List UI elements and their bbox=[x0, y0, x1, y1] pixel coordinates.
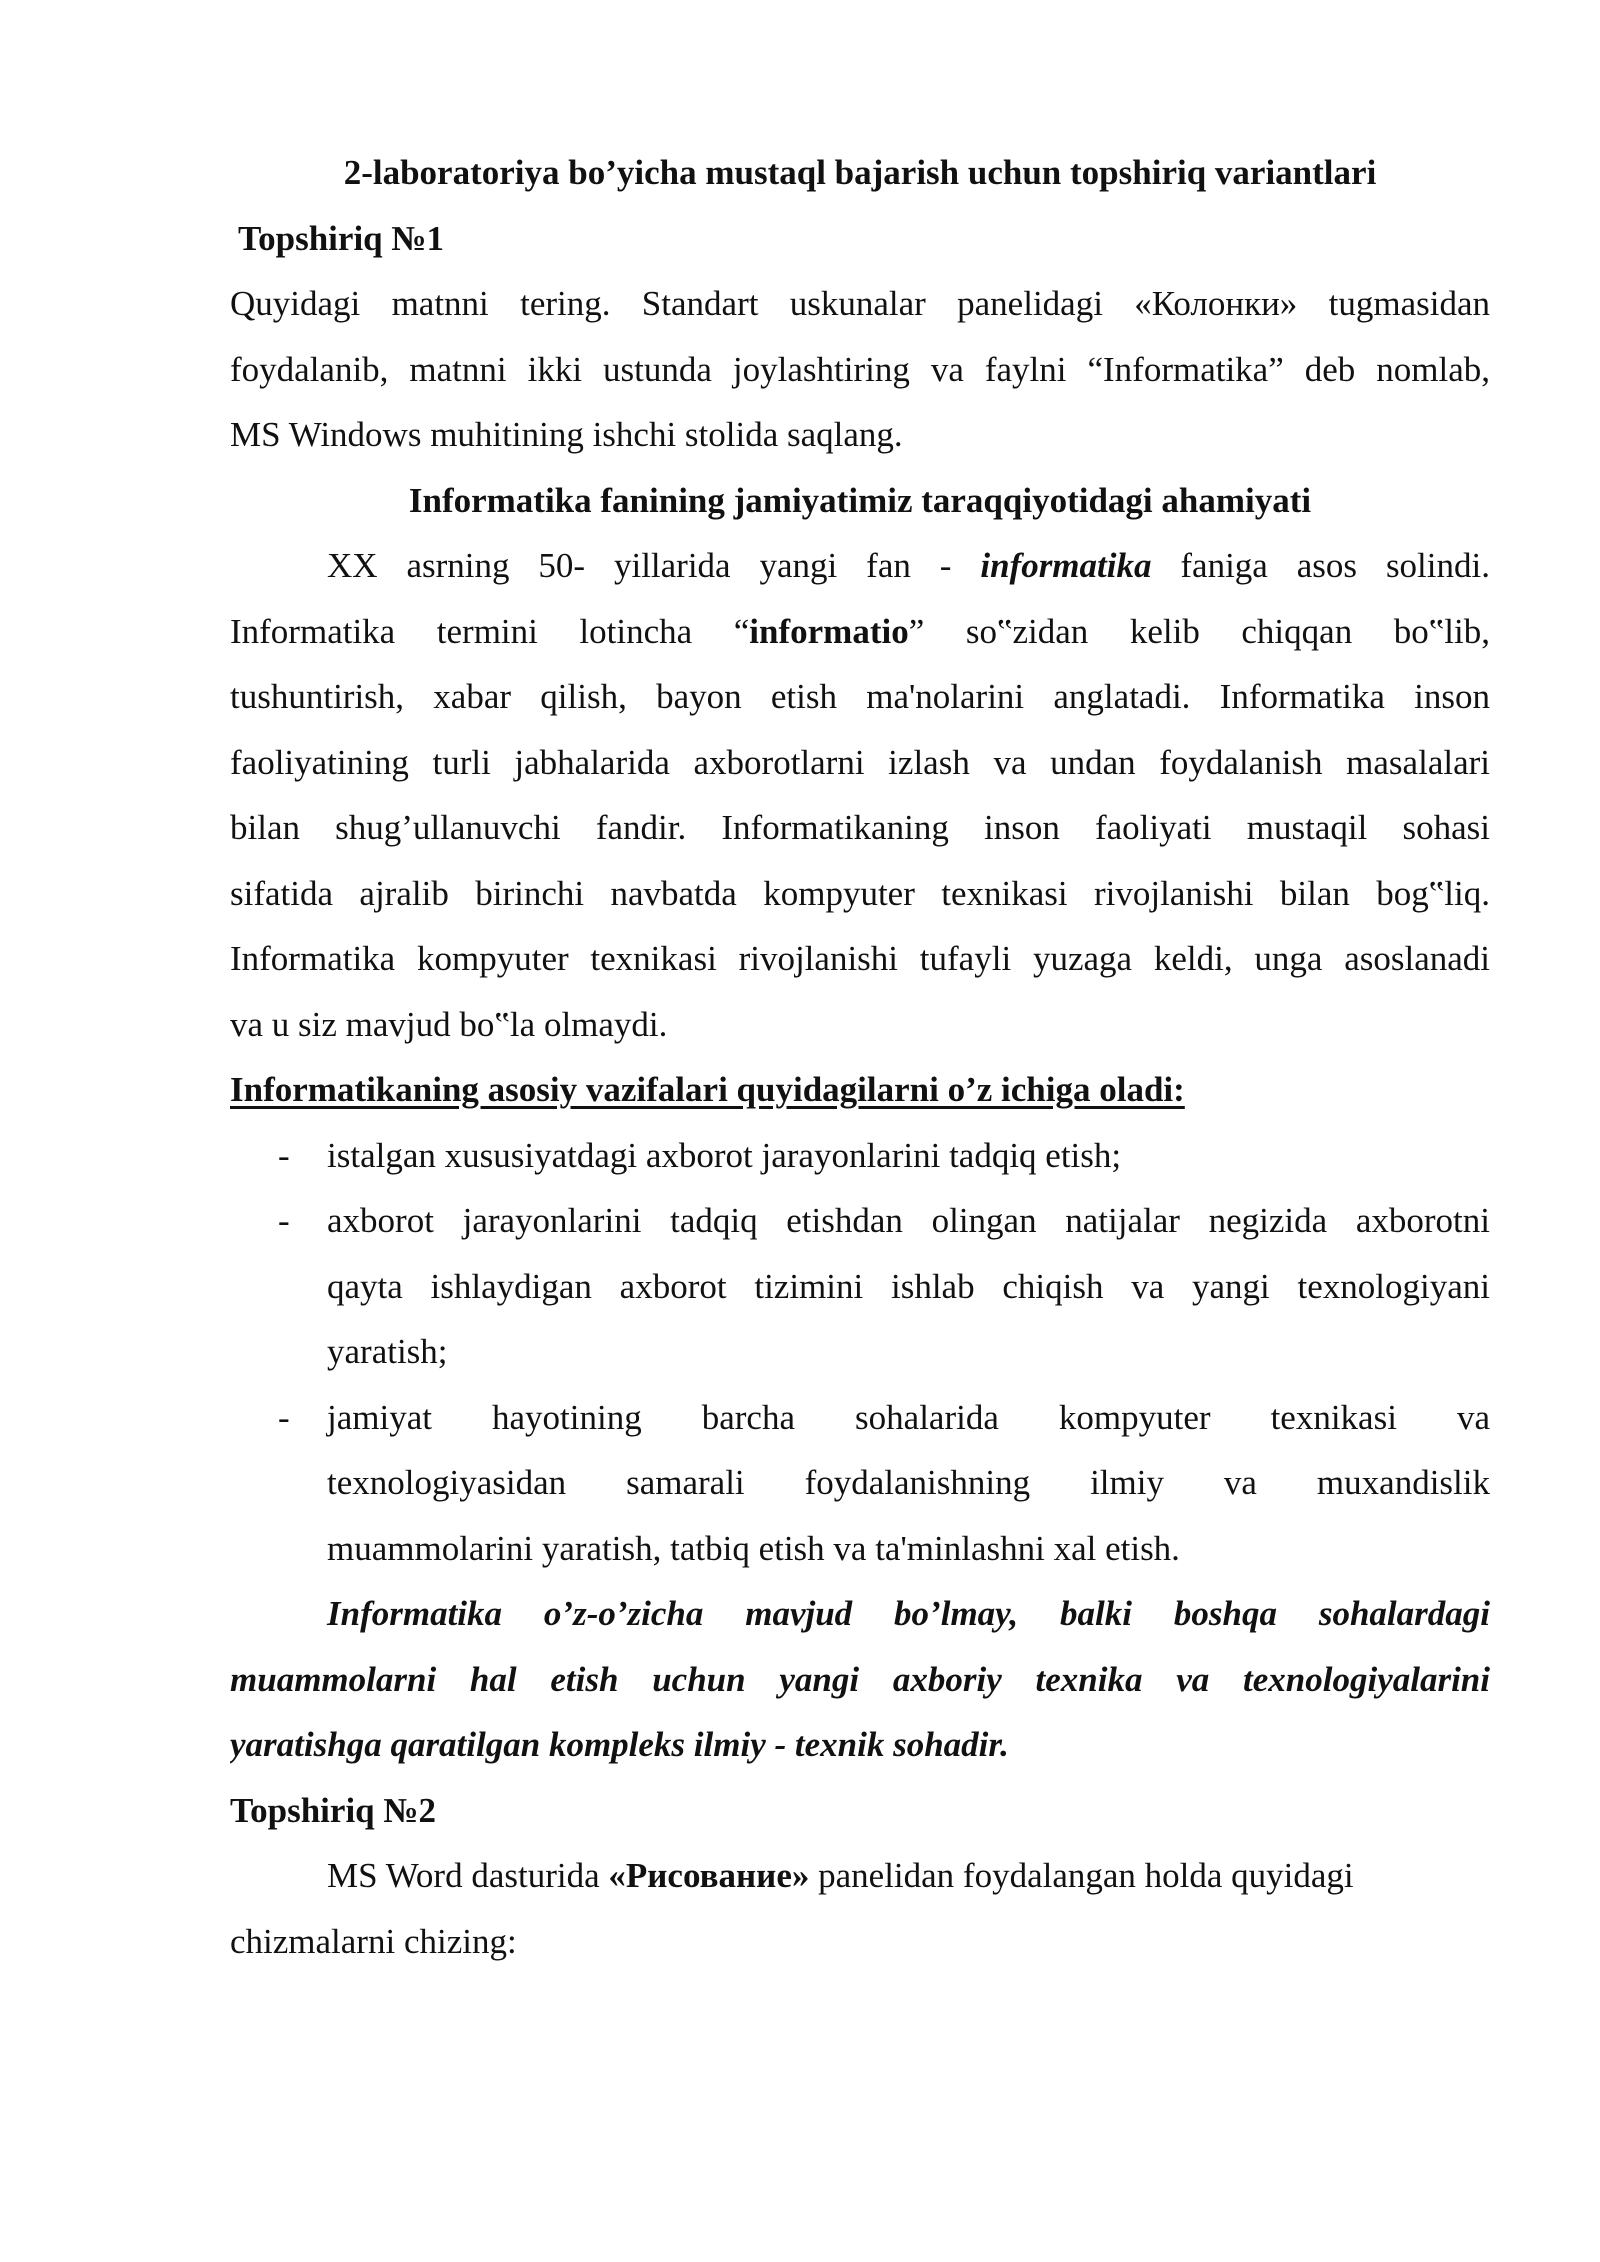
article-title: Informatika fanining jamiyatimiz taraqqiyotidagi ahamiyati bbox=[408, 480, 1312, 520]
tasks-heading: Informatikaning asosiy vazifalari quyidagilarni o’z ichiga oladi: bbox=[230, 1070, 1185, 1109]
task2-line-1 bbox=[230, 1843, 1490, 1909]
list-item-text: jamiyat hayotining barcha sohalarida kompyuter texnikasi va bbox=[327, 1397, 1490, 1437]
list-item-2-line-1 bbox=[230, 1188, 1490, 1254]
task1-instruction-line-3: MS Windows muhitining ishchi stolida saqlang. bbox=[230, 415, 903, 454]
paragraph-1-line-6: sifatida ajralib birinchi navbatda kompyuter texnikasi rivojlanishi bilan bog‟liq. bbox=[230, 873, 1490, 913]
list-item-3-line-2: texnologiyasidan samarali foydalanishning ilmiy va muxandislik bbox=[327, 1463, 1490, 1502]
document-page bbox=[230, 140, 1490, 1974]
document-title: 2-laboratoriya bo’yicha mustaql bajarish uchun topshiriq variantlari bbox=[343, 153, 1377, 192]
list-item-text: axborot jarayonlarini tadqiq etishdan olingan natijalar negizida axborotni bbox=[327, 1201, 1490, 1240]
tasks-heading-row bbox=[230, 1057, 1490, 1123]
task1-instruction-line-1: Quyidagi matnni tering. Standart uskunalar panelidagi «Колонки» tugmasidan bbox=[230, 284, 1490, 323]
task2-line-2: chizmalarni chizing: bbox=[230, 1921, 517, 1961]
list-dash: - bbox=[278, 1135, 290, 1175]
list-item-3-line-3: muammolarini yaratish, tatbiq etish va ta'minlashni xal etish. bbox=[327, 1528, 1180, 1568]
list-dash: - bbox=[278, 1201, 290, 1240]
task1-heading: Topshiriq №1 bbox=[238, 218, 445, 258]
text-run: panelidan foydalangan holda quyidagi bbox=[809, 1856, 1354, 1895]
term-risovanie: «Рисование» bbox=[608, 1856, 810, 1895]
text-run: MS Word dasturida bbox=[327, 1856, 609, 1895]
term-informatio: informatio bbox=[749, 611, 909, 651]
paragraph-1-line-5: bilan shug’ullanuvchi fandir. Informatikaning inson faoliyati mustaqil sohasi bbox=[230, 808, 1490, 847]
task1-instruction-line-2: foydalanib, matnni ikki ustunda joylashtiring va faylni “Informatika” deb nomlab, bbox=[230, 349, 1490, 389]
text-run: faniga asos solindi. bbox=[1151, 546, 1490, 585]
list-item-3-line-1 bbox=[230, 1385, 1490, 1451]
list-dash: - bbox=[278, 1397, 290, 1437]
text-run: XX asrning 50- yillarida yangi fan - bbox=[327, 546, 981, 585]
paragraph-1-line-7: Informatika kompyuter texnikasi rivojlanishi tufayli yuzaga keldi, unga asoslanadi bbox=[230, 939, 1490, 978]
text-run: Informatika termini lotincha “ bbox=[230, 611, 750, 651]
paragraph-1-line-2 bbox=[230, 599, 1490, 665]
conclusion-line-3: yaratishga qaratilgan kompleks ilmiy - texnik sohadir. bbox=[230, 1725, 1009, 1764]
list-item-text: istalgan xususiyatdagi axborot jarayonlarini tadqiq etish; bbox=[327, 1135, 1122, 1175]
list-item-2-line-2: qayta ishlaydigan axborot tizimini ishlab chiqish va yangi texnologiyani bbox=[327, 1266, 1490, 1306]
paragraph-1-line-1 bbox=[230, 533, 1490, 599]
paragraph-1-line-4: faoliyatining turli jabhalarida axborotlarni izlash va undan foydalanish masalalari bbox=[230, 742, 1490, 782]
paragraph-1-line-8: va u siz mavjud bo‟la olmaydi. bbox=[230, 1004, 668, 1044]
list-item-2-line-3: yaratish; bbox=[327, 1332, 448, 1371]
task2-heading: Topshiriq №2 bbox=[230, 1790, 437, 1830]
conclusion-line-1: Informatika o’z-o’zicha mavjud bo’lmay, balki boshqa sohalardagi bbox=[327, 1594, 1490, 1633]
text-run: ” so‟zidan kelib chiqqan bo‟lib, bbox=[908, 611, 1490, 651]
term-informatika: informatika bbox=[980, 546, 1152, 585]
paragraph-1-line-3: tushuntirish, xabar qilish, bayon etish ma'nolarini anglatadi. Informatika inson bbox=[230, 677, 1490, 716]
list-item-1 bbox=[230, 1123, 1490, 1189]
conclusion-line-2: muammolarni hal etish uchun yangi axboriy texnika va texnologiyalarini bbox=[230, 1659, 1490, 1699]
